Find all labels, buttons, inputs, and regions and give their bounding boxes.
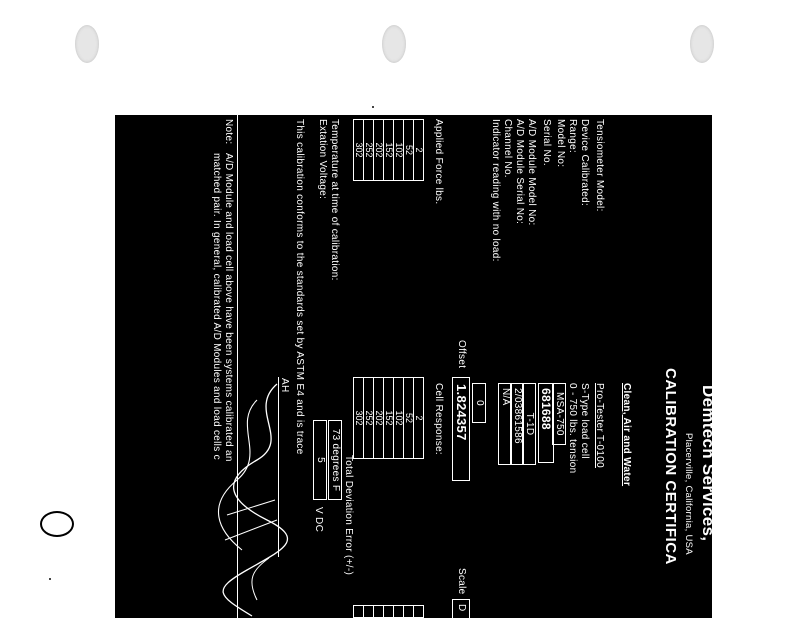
certificate-content [115,115,718,618]
applied-force-cell: 302 [354,120,364,181]
table-row [374,120,384,181]
table-row [384,120,394,181]
field-value-device-calibrated: S-Type load cell [579,383,590,459]
table-row [404,120,414,181]
excitation-value: 5 [313,420,327,500]
scale-label: Scale [456,568,467,595]
table-row [374,378,384,459]
table-row [354,378,364,459]
applied-force-cell: 152 [384,120,394,181]
table-row [374,606,384,618]
temperature-value: 73 degrees F [328,420,342,500]
field-label-no-load-reading: Indicator reading with no load: [490,119,501,262]
field-label-channel-no: Channel No. [502,119,513,178]
table-row [364,120,374,181]
table-row [354,120,364,181]
table-row [364,606,374,618]
table-row [414,606,424,618]
applied-force-cell: 252 [364,120,374,181]
conformance-statement: This calibration conforms to the standards set by ASTM E4 and is trace [294,119,305,455]
field-value-no-load-reading: 0 [472,383,486,423]
scale-value: D [452,599,470,629]
cell-response-label: Cell Response: [433,383,444,456]
table-row [394,120,404,181]
punch-hole-right [690,25,714,63]
table-row [384,378,394,459]
applied-force-cell: 2 [414,120,424,181]
table-row [414,120,424,181]
field-label-model-no: Model No: [555,119,566,168]
field-label-device-calibrated: Device Calibrated: [579,119,590,207]
table-row [354,606,364,618]
company-location: Placerville, California, USA [683,433,694,555]
field-label-tensiometer-model: Tensiometer Model: [594,119,605,212]
applied-force-cell: 102 [394,120,404,181]
applied-force-cell: 202 [374,120,384,181]
applied-force-table [353,119,424,181]
field-label-serial-no: Serial No. [541,119,552,166]
table-row [364,378,374,459]
cell-response-cell: 202 [374,378,384,459]
offset-label: Offset [456,340,467,369]
field-value-tensiometer-model: Pro-Tester T-0100 [594,383,605,468]
field-value-serial-no: 681688 [538,383,554,463]
cell-response-cell: 102 [394,378,404,459]
scan-speck [49,578,51,580]
table-row [394,378,404,459]
calibration-certificate [115,115,718,618]
punch-hole-center [382,25,406,63]
field-value-channel-no: N/A [498,383,512,465]
field-label-ad-serial-no: A/D Module Serial No: [514,119,525,225]
cell-response-cell: 2 [414,378,424,459]
margin-oval-mark [40,511,74,537]
table-row [404,378,414,459]
certificate-title: CALIBRATION CERTIFICA [662,368,679,565]
clean-air-water-title: Clean, Air and Water [621,383,632,487]
total-deviation-label: Total Deviation Error (+/-) [343,455,354,576]
scan-speck [372,106,374,108]
field-value-model-no: MSA-750 [552,383,566,445]
note-line-1: A/D Module and load cell above have been systems calibrated an [223,153,234,462]
applied-force-label: Applied Force lbs. [433,119,444,205]
cell-response-cell: 252 [364,378,374,459]
company-name: Demtech Services, [699,385,718,542]
cell-response-cell: 52 [404,378,414,459]
field-value-range: 0 - 750 lbs. tension [567,383,578,474]
applied-force-cell: 52 [404,120,414,181]
temperature-label: Temperature at time of calibration: [329,119,340,281]
table-row [384,606,394,618]
cell-response-table [353,377,424,459]
excitation-unit: V DC [313,507,324,533]
field-value-ad-model-no: T-1D [522,383,536,465]
deviation-table [353,605,424,618]
table-row [414,378,424,459]
field-value-ad-serial-no: 2/03861586 [510,383,524,465]
excitation-label: Extation Voltage: [317,119,328,200]
field-label-range: Range: [567,119,578,154]
note-rule [237,115,238,618]
offset-value: 1.824357 [452,377,470,481]
cell-response-cell: 152 [384,378,394,459]
note-prefix: Note: [223,119,234,145]
field-label-ad-model-no: A/D Module Model No: [526,119,537,226]
signature-label: AH [279,378,290,393]
punch-hole-left [75,25,99,63]
cell-response-cell: 302 [354,378,364,459]
note-line-2: matched pair. In general, calibrated A/D Modules and load cells c [211,153,222,460]
table-row [394,606,404,618]
table-row [404,606,414,618]
